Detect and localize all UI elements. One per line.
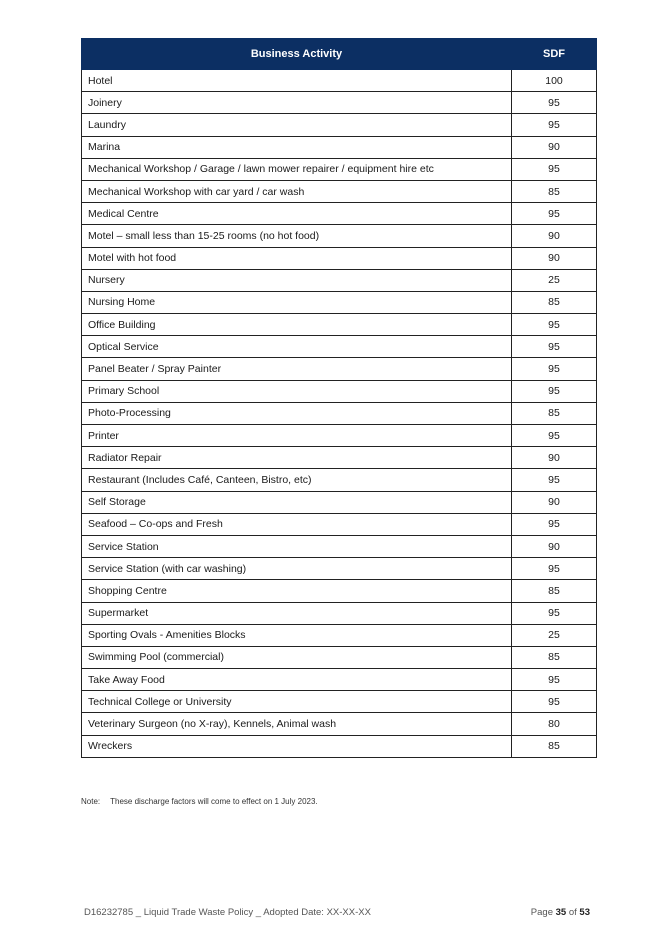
footer-page-word: Page — [530, 907, 553, 918]
row-sdf: 95 — [512, 669, 597, 691]
footer-page-info — [531, 907, 590, 918]
table-row — [82, 136, 597, 158]
footer-of-word: of — [568, 907, 577, 918]
row-sdf: 95 — [512, 380, 597, 402]
row-sdf: 85 — [512, 291, 597, 313]
row-sdf: 85 — [512, 180, 597, 202]
row-activity: Self Storage — [82, 491, 512, 513]
row-sdf: 95 — [512, 158, 597, 180]
row-activity: Printer — [82, 425, 512, 447]
row-activity: Photo-Processing — [82, 402, 512, 424]
row-sdf: 95 — [512, 558, 597, 580]
row-sdf: 100 — [512, 70, 597, 92]
row-sdf: 90 — [512, 225, 597, 247]
row-sdf: 90 — [512, 247, 597, 269]
page-footer — [84, 907, 590, 918]
row-activity: Radiator Repair — [82, 447, 512, 469]
table-row — [82, 491, 597, 513]
row-sdf: 85 — [512, 646, 597, 668]
row-sdf: 85 — [512, 580, 597, 602]
row-activity: Motel – small less than 15-25 rooms (no hot food) — [82, 225, 512, 247]
table-row — [82, 114, 597, 136]
row-sdf: 85 — [512, 735, 597, 757]
header-business-activity: Business Activity — [82, 39, 512, 70]
row-activity: Primary School — [82, 380, 512, 402]
row-activity: Laundry — [82, 114, 512, 136]
table-row — [82, 70, 597, 92]
row-sdf: 95 — [512, 358, 597, 380]
row-activity: Sporting Ovals - Amenities Blocks — [82, 624, 512, 646]
table-row — [82, 580, 597, 602]
row-activity: Take Away Food — [82, 669, 512, 691]
row-activity: Hotel — [82, 70, 512, 92]
table-row — [82, 535, 597, 557]
row-sdf: 25 — [512, 624, 597, 646]
row-activity: Optical Service — [82, 336, 512, 358]
table-row — [82, 691, 597, 713]
table-row — [82, 425, 597, 447]
footer-page-total: 53 — [579, 907, 590, 918]
row-sdf: 95 — [512, 203, 597, 225]
row-activity: Panel Beater / Spray Painter — [82, 358, 512, 380]
row-activity: Service Station — [82, 535, 512, 557]
table-row — [82, 402, 597, 424]
row-activity: Restaurant (Includes Café, Canteen, Bistro, etc) — [82, 469, 512, 491]
row-activity: Supermarket — [82, 602, 512, 624]
note-text: These discharge factors will come to effect on 1 July 2023. — [110, 797, 318, 806]
table-row — [82, 314, 597, 336]
table-row — [82, 469, 597, 491]
table-row — [82, 735, 597, 757]
table-note — [81, 797, 318, 806]
row-activity: Marina — [82, 136, 512, 158]
table-row — [82, 225, 597, 247]
row-activity: Shopping Centre — [82, 580, 512, 602]
row-sdf: 25 — [512, 269, 597, 291]
row-sdf: 85 — [512, 402, 597, 424]
table-row — [82, 158, 597, 180]
row-sdf: 90 — [512, 491, 597, 513]
table-row — [82, 92, 597, 114]
table-row — [82, 336, 597, 358]
row-activity: Service Station (with car washing) — [82, 558, 512, 580]
table-row — [82, 513, 597, 535]
row-sdf: 95 — [512, 336, 597, 358]
row-sdf: 80 — [512, 713, 597, 735]
table-row — [82, 380, 597, 402]
row-sdf: 95 — [512, 602, 597, 624]
table-row — [82, 646, 597, 668]
table-row — [82, 203, 597, 225]
row-sdf: 95 — [512, 513, 597, 535]
table-row — [82, 269, 597, 291]
row-sdf: 95 — [512, 314, 597, 336]
table-row — [82, 447, 597, 469]
row-activity: Medical Centre — [82, 203, 512, 225]
table-row — [82, 669, 597, 691]
row-activity: Technical College or University — [82, 691, 512, 713]
table-body — [82, 70, 597, 758]
row-activity: Nursery — [82, 269, 512, 291]
row-activity: Nursing Home — [82, 291, 512, 313]
row-activity: Office Building — [82, 314, 512, 336]
table-row — [82, 291, 597, 313]
row-sdf: 90 — [512, 447, 597, 469]
table-row — [82, 713, 597, 735]
row-sdf: 95 — [512, 114, 597, 136]
row-activity: Mechanical Workshop / Garage / lawn mower repairer / equipment hire etc — [82, 158, 512, 180]
footer-page-number: 35 — [555, 907, 567, 918]
row-activity: Veterinary Surgeon (no X-ray), Kennels, Animal wash — [82, 713, 512, 735]
table-header-row — [82, 39, 597, 70]
sdf-table — [81, 38, 597, 758]
row-activity: Joinery — [82, 92, 512, 114]
table-row — [82, 558, 597, 580]
row-sdf: 95 — [512, 469, 597, 491]
row-activity: Seafood – Co-ops and Fresh — [82, 513, 512, 535]
row-activity: Wreckers — [82, 735, 512, 757]
table-row — [82, 602, 597, 624]
table-row — [82, 358, 597, 380]
table-row — [82, 624, 597, 646]
row-sdf: 90 — [512, 136, 597, 158]
row-activity: Swimming Pool (commercial) — [82, 646, 512, 668]
note-label: Note: — [81, 797, 101, 806]
row-sdf: 95 — [512, 691, 597, 713]
header-sdf: SDF — [512, 39, 597, 70]
row-sdf: 95 — [512, 425, 597, 447]
row-activity: Motel with hot food — [82, 247, 512, 269]
table-row — [82, 247, 597, 269]
footer-doc-ref: D16232785 _ Liquid Trade Waste Policy _ Adopted Date: XX-XX-XX — [84, 907, 371, 918]
row-sdf: 90 — [512, 535, 597, 557]
row-sdf: 95 — [512, 92, 597, 114]
table-row — [82, 180, 597, 202]
row-activity: Mechanical Workshop with car yard / car wash — [82, 180, 512, 202]
